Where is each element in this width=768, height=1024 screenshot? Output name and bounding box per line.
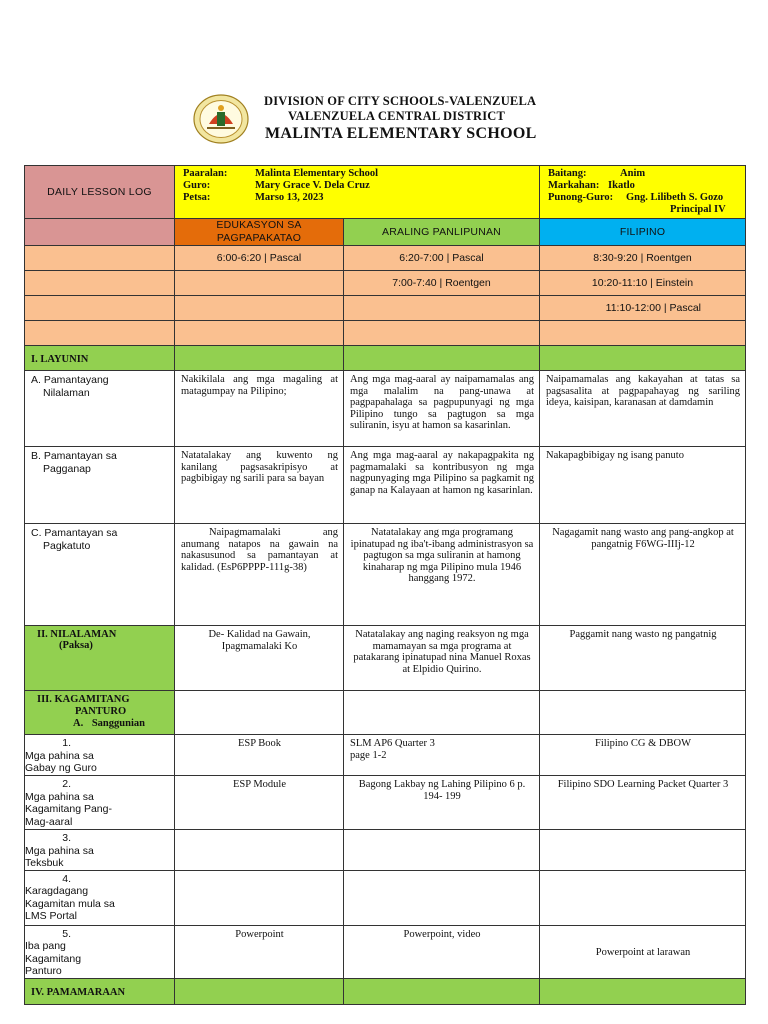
info-value: Mary Grace V. Dela Cruz [255, 180, 370, 191]
cell-ap: Ang mga mag-aaral ay nakapagpakita ng pagmamalaki sa kontribusyon ng mga nagpunyaging mga Pilipino sa pagkamit ng ganap na Kalayaan at hamon ng kasarinlan. [344, 447, 540, 524]
row-label-line: Pagkatuto [43, 540, 91, 552]
info-label: Baitang: [548, 168, 587, 179]
cell-esp: ESP Module [175, 776, 344, 830]
material-text: Iba pang Kagamitang Panturo [25, 940, 82, 977]
row-pamantayang-nilalaman [25, 371, 746, 447]
cell-fil: Paggamit nang wasto ng pangatnig [540, 626, 746, 691]
material-text: Mga pahina sa Gabay ng Guro [25, 749, 97, 774]
schedule-row [25, 246, 746, 271]
material-row [25, 830, 746, 871]
subject-esp: EDUKASYON SA PAGPAPAKATAO [175, 219, 344, 246]
log-title: DAILY LESSON LOG [25, 166, 175, 219]
cell-fil: Nagagamit nang wasto ang pang-angkop at pangatnig F6WG-IIIj-12 [540, 524, 746, 626]
row-label [25, 447, 175, 524]
row-label-line: B. Pamantayan sa [31, 450, 117, 462]
empty-cell [344, 691, 540, 735]
info-value: Marso 13, 2023 [255, 192, 324, 203]
schedule-row [25, 321, 746, 346]
empty-cell [344, 321, 540, 346]
schedule-esp: 6:00-6:20 | Pascal [175, 246, 344, 271]
empty-cell [175, 321, 344, 346]
info-label: Paaralan: [183, 168, 228, 179]
schedule-row [25, 296, 746, 321]
cell-fil: Nakapagbibigay ng isang panuto [540, 447, 746, 524]
cell-esp: De- Kalidad na Gawain, Ipagmamalaki Ko [175, 626, 344, 691]
info-value: Gng. Lilibeth S. Gozo [626, 192, 724, 203]
cell-esp: ESP Book [175, 735, 344, 776]
school-name: MALINTA ELEMENTARY SCHOOL [265, 125, 537, 142]
row-label-line: Nilalaman [43, 387, 90, 399]
empty-cell [540, 691, 746, 735]
row-label-line: A. Pamantayang [31, 374, 109, 386]
material-label [25, 830, 175, 871]
info-label: Petsa: [183, 192, 211, 203]
material-text: Mga pahina sa Teksbuk [25, 844, 94, 869]
material-number: 4. [62, 872, 71, 885]
material-number: 3. [62, 832, 71, 844]
cell-fil: Filipino SDO Learning Packet Quarter 3 [540, 776, 746, 830]
section-row-pamamaraan [25, 978, 746, 1004]
cell-esp: Nakikilala ang mga magaling at matagumpay na Pilipino; [175, 371, 344, 447]
cell-esp: Powerpoint [175, 925, 344, 978]
section-subtitle: A. [73, 718, 84, 729]
empty-cell [540, 978, 746, 1004]
document-header [0, 0, 768, 160]
grade-info [540, 166, 746, 219]
section-title-line: PANTURO [75, 706, 127, 717]
info-label: Markahan: [548, 180, 600, 191]
material-label [25, 925, 175, 978]
cell-ap: Natatalakay ang mga programang ipinatupad ng iba't-ibang administrasyon sa pagtugon sa mga suliranin at hamong kinaharap ng mga Pilipino mula 1946 hanggang 1972. [344, 524, 540, 626]
material-number: 2. [62, 778, 71, 790]
cell-esp: Naipagmamalaki ang anumang natapos na gawain na nakasusunod sa pamantayan at kalidad. (EsP6PPPP-111g-38) [175, 524, 344, 626]
schedule-ap: 6:20-7:00 | Pascal [344, 246, 540, 271]
cell-ap: Ang mga mag-aaral ay naipamamalas ang mga malalim na pang-unawa at pagpapahalaga sa pagpupunyagi ng mga Pilipino tungo sa pagtugon sa mga suliranin, isyu at hamon sa kasarinlan. [344, 371, 540, 447]
empty-cell [25, 246, 175, 271]
empty-cell [175, 271, 344, 296]
row-label [25, 524, 175, 626]
empty-cell [175, 296, 344, 321]
material-number: 5. [62, 927, 71, 940]
section-title [25, 626, 175, 691]
cell-ap: SLM AP6 Quarter 3 page 1-2 [344, 735, 540, 776]
empty-cell [344, 978, 540, 1004]
schedule-ap: 7:00-7:40 | Roentgen [344, 271, 540, 296]
material-row [25, 925, 746, 978]
info-value: Anim [620, 168, 646, 179]
material-label [25, 870, 175, 925]
cell-ap: Natatalakay ang naging reaksyon ng mga mamamayan sa mga programa at patakarang ipinatupad nina Manuel Roxas at Elpidio Quirino. [344, 626, 540, 691]
material-row [25, 870, 746, 925]
info-value: Principal IV [670, 204, 726, 215]
empty-cell [540, 321, 746, 346]
material-label [25, 735, 175, 776]
material-number: 1. [62, 737, 71, 749]
section-subtitle: Sanggunian [91, 718, 145, 729]
cell-fil: Naipamamalas ang kakayahan at tatas sa pagsasalita at pagpapahayag ng sariling ideya, kaisipan, karanasan at damdamin [540, 371, 746, 447]
row-label-line: Pagganap [43, 463, 91, 475]
cell-fil [540, 870, 746, 925]
subjects-row [25, 219, 746, 246]
section-title: IV. PAMAMARAAN [25, 978, 175, 1004]
schedule-fil: 8:30-9:20 | Roentgen [540, 246, 746, 271]
division-name: DIVISION OF CITY SCHOOLS-VALENZUELA [264, 94, 537, 108]
school-seal-icon [193, 94, 249, 144]
info-value: Malinta Elementary School [255, 168, 379, 179]
empty-cell [344, 346, 540, 371]
empty-cell [25, 296, 175, 321]
empty-cell [25, 271, 175, 296]
section-title-line: III. KAGAMITANG [37, 694, 130, 705]
subject-fil: FILIPINO [540, 219, 746, 246]
schedule-fil: 10:20-11:10 | Einstein [540, 271, 746, 296]
district-name: VALENZUELA CENTRAL DISTRICT [288, 109, 506, 123]
info-label [548, 204, 670, 216]
section-subtitle: (Paksa) [59, 640, 93, 651]
cell-ap: Bagong Lakbay ng Lahing Pilipino 6 p. 194- 199 [344, 776, 540, 830]
section-title [25, 691, 175, 735]
material-text: Karagdagang Kagamitan mula sa LMS Portal [25, 885, 115, 922]
row-pamantayan-pagganap [25, 447, 746, 524]
material-label [25, 776, 175, 830]
material-row [25, 776, 746, 830]
info-label: Guro: [183, 180, 211, 191]
row-pamantayan-pagkatuto [25, 524, 746, 626]
cell-ap [344, 870, 540, 925]
empty-cell [175, 978, 344, 1004]
cell-esp: Natatalakay ang kuwento ng kanilang pagsasakripisyo at pagbibigay ng sarili para sa bayan [175, 447, 344, 524]
cell-esp [175, 870, 344, 925]
row-nilalaman [25, 626, 746, 691]
schedule-fil: 11:10-12:00 | Pascal [540, 296, 746, 321]
cell-fil: Powerpoint at larawan [540, 925, 746, 978]
school-info [175, 166, 540, 219]
material-row [25, 735, 746, 776]
info-value: Ikatlo [608, 180, 635, 191]
row-label [25, 371, 175, 447]
section-title-line: II. NILALAMAN [37, 629, 117, 640]
cell-ap [344, 830, 540, 871]
cell-fil [540, 830, 746, 871]
cell-esp [175, 830, 344, 871]
material-text: Mga pahina sa Kagamitang Pang- Mag-aaral [25, 790, 112, 828]
empty-cell [540, 346, 746, 371]
daily-lesson-log-table [24, 165, 746, 1005]
empty-cell [175, 346, 344, 371]
schedule-row [25, 271, 746, 296]
empty-cell [175, 691, 344, 735]
empty-cell [25, 321, 175, 346]
cell-fil: Filipino CG & DBOW [540, 735, 746, 776]
section-title: I. LAYUNIN [25, 346, 175, 371]
cell-ap: Powerpoint, video [344, 925, 540, 978]
section-row-layunin [25, 346, 746, 371]
info-label: Punong-Guro: [548, 192, 614, 203]
subject-ap: ARALING PANLIPUNAN [344, 219, 540, 246]
empty-cell [25, 219, 175, 246]
row-label-line: C. Pamantayan sa [31, 527, 118, 539]
log-header-row [25, 166, 746, 219]
row-kagamitan [25, 691, 746, 735]
empty-cell [344, 296, 540, 321]
